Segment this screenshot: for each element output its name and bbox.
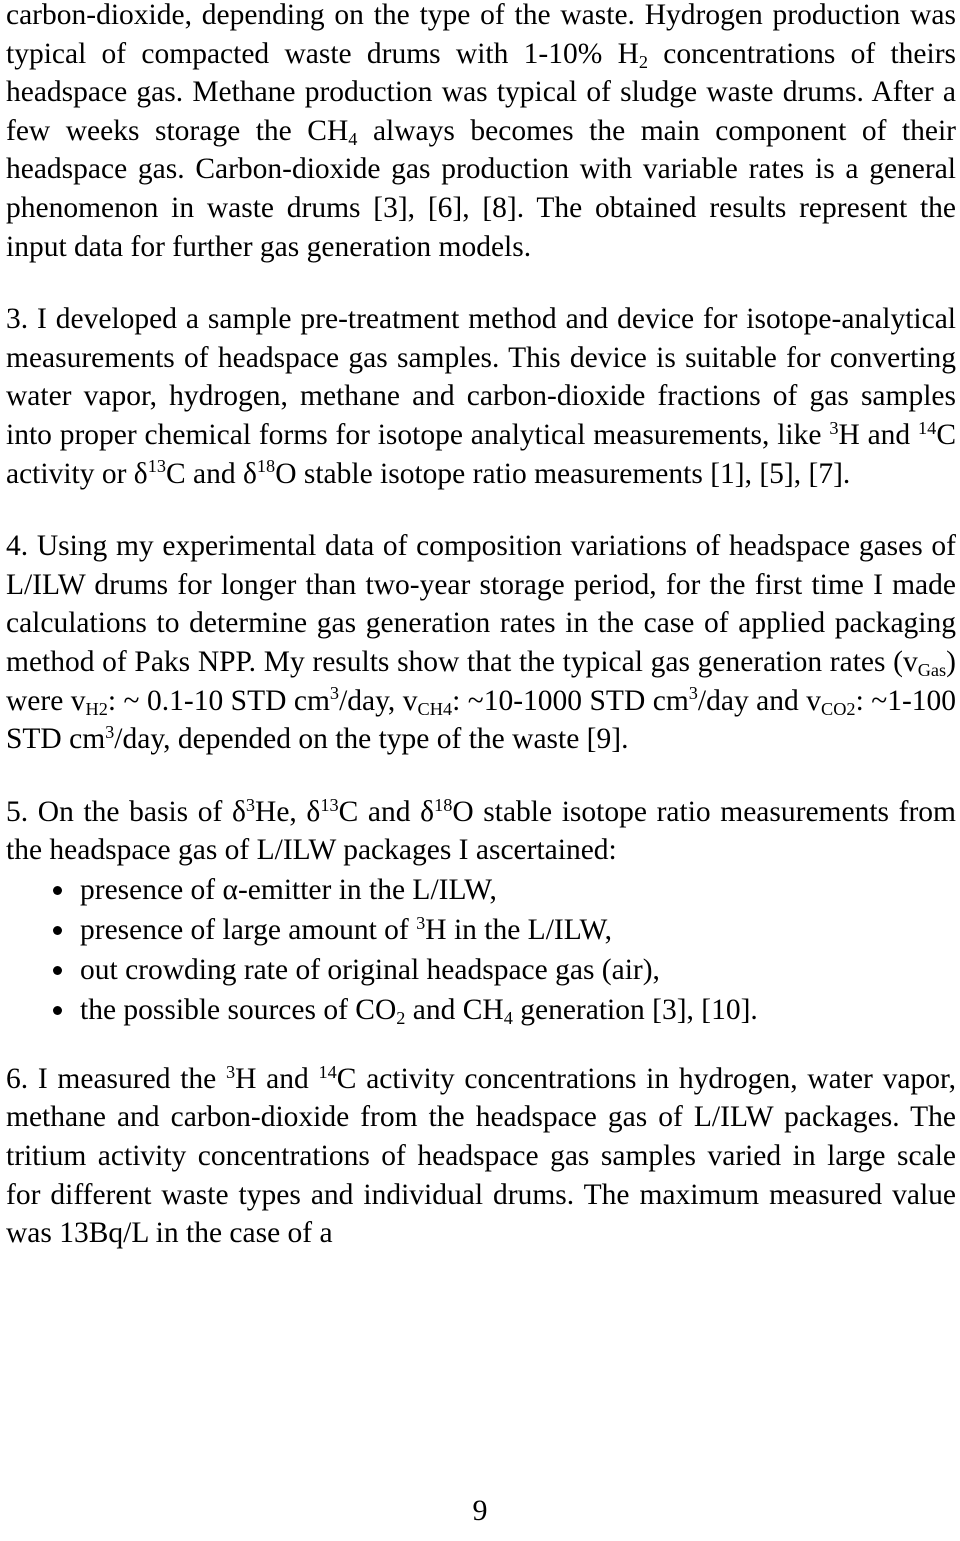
bullet-text	[80, 994, 758, 1026]
superscript-text: 14	[918, 417, 937, 438]
bullet-item	[6, 950, 956, 990]
bullet-icon	[53, 966, 62, 975]
subscript-text: H2	[85, 698, 108, 719]
text-run: C and δ	[338, 795, 435, 828]
text-run: concentrations of theirs headspace gas. Methane production was typical of sludge waste drums. After a few weeks storage the CH	[6, 37, 956, 147]
paragraph-item-4-generation-rates	[6, 527, 956, 759]
superscript-text: 18	[256, 456, 276, 477]
superscript-text: 14	[318, 1061, 337, 1082]
text-run: H in the L/ILW,	[425, 913, 613, 946]
text-run: and CH	[405, 993, 504, 1026]
paragraph-item-6-activity-concentrations	[6, 1060, 956, 1253]
paragraph-spacer	[6, 266, 956, 300]
text-run: O stable isotope ratio measurements [1], [5], [7].	[275, 457, 851, 490]
subscript-text: 4	[503, 1007, 513, 1028]
text-run: ) were v	[6, 645, 956, 717]
subscript-text: CH4	[417, 698, 453, 719]
text-run: carbon-dioxide, depending on the type of the waste. Hydrogen production was typical of compacted waste drums with 1-10% H	[6, 0, 956, 70]
bullet-item	[6, 910, 956, 950]
bullet-item	[6, 990, 956, 1030]
paragraph-spacer	[6, 493, 956, 527]
subscript-text: 4	[348, 128, 358, 149]
superscript-text: 18	[434, 794, 453, 815]
text-run: C activity concentrations in hydrogen, water vapor, methane and carbon-dioxide from the headspace gas of L/ILW packages. The tritium activity concentrations of headspace gas samples varied in large scale for different waste types and individual drums. The maximum measured value was 13Bq/L in the case of a	[6, 1062, 956, 1250]
text-run: generation [3], [10].	[512, 993, 758, 1026]
paragraph-item-5-isotope-ratio	[6, 793, 956, 870]
text-run: 6. I measured the	[6, 1062, 226, 1095]
paragraph-spacer	[6, 759, 956, 793]
findings-bullet-list	[6, 870, 956, 1030]
superscript-text: 3	[829, 417, 839, 438]
subscript-text: 2	[396, 1007, 406, 1028]
text-run: presence of large amount of	[80, 913, 417, 946]
text-run: 4. Using my experimental data of composition variations of headspace gases of L/ILW drums for longer than two-year storage period, for the first time I made calculations to determine gas generation rates in the case of applied packaging method of Paks NPP. My results show that the typical gas generation rates (v	[6, 530, 956, 678]
text-run: C and δ	[165, 457, 257, 490]
superscript-text: 3	[245, 794, 256, 815]
bullet-icon	[53, 1006, 62, 1015]
text-run: : ~ 0.1-10 STD cm	[107, 684, 330, 717]
paragraph-gas-production	[6, 0, 956, 266]
paragraph-spacer	[6, 1030, 956, 1060]
text-run: 5. On the basis of δ	[6, 795, 246, 828]
superscript-text: 3	[329, 683, 340, 704]
bullet-text	[80, 874, 497, 906]
bullet-icon	[53, 886, 62, 895]
superscript-text: 13	[147, 456, 166, 477]
text-run: out crowding rate of original headspace gas (air),	[80, 953, 660, 986]
text-run: always becomes the main component of their headspace gas. Carbon-dioxide gas production with variable rates is a general phenomenon in waste drums [3], [6], [8]. The obtained results represent the input data for further gas generation models.	[6, 114, 956, 263]
bullet-text	[80, 954, 660, 986]
text-run: the possible sources of CO	[80, 993, 397, 1026]
bullet-item	[6, 870, 956, 910]
paragraph-item-3-pretreatment	[6, 300, 956, 493]
bullet-icon	[53, 926, 62, 935]
text-run: O stable isotope ratio measurements from the headspace gas of L/ILW packages I ascertained:	[6, 795, 956, 867]
superscript-text: 3	[225, 1061, 236, 1082]
text-run: : ~1-100 STD cm	[6, 684, 957, 756]
text-run: H and	[235, 1062, 319, 1095]
text-run: He, δ	[255, 795, 321, 828]
subscript-text: CO2	[821, 698, 856, 719]
superscript-text: 3	[105, 722, 115, 743]
subscript-text: Gas	[917, 660, 947, 681]
superscript-text: 13	[320, 794, 339, 815]
text-run: /day and v	[697, 684, 822, 717]
text-run: C activity or δ	[6, 418, 956, 490]
subscript-text: 2	[638, 51, 649, 72]
document-page	[6, 0, 956, 1253]
text-run: /day, v	[339, 684, 418, 717]
bullet-text	[80, 914, 612, 946]
superscript-text: 3	[688, 683, 698, 704]
page-number: 9	[472, 1494, 488, 1527]
text-run: /day, depended on the type of the waste [9].	[114, 723, 629, 756]
superscript-text: 3	[416, 912, 426, 933]
text-run: 3. I developed a sample pre-treatment method and device for isotope-analytical measurements of headspace gas samples. This device is suitable for converting water vapor, hydrogen, methane and carbon-dioxide fractions of gas samples into proper chemical forms for isotope analytical measurements, like	[6, 303, 956, 451]
text-run: presence of α-emitter in the L/ILW,	[80, 873, 497, 906]
text-run: H and	[838, 418, 919, 451]
text-run: : ~10-1000 STD cm	[452, 684, 689, 717]
